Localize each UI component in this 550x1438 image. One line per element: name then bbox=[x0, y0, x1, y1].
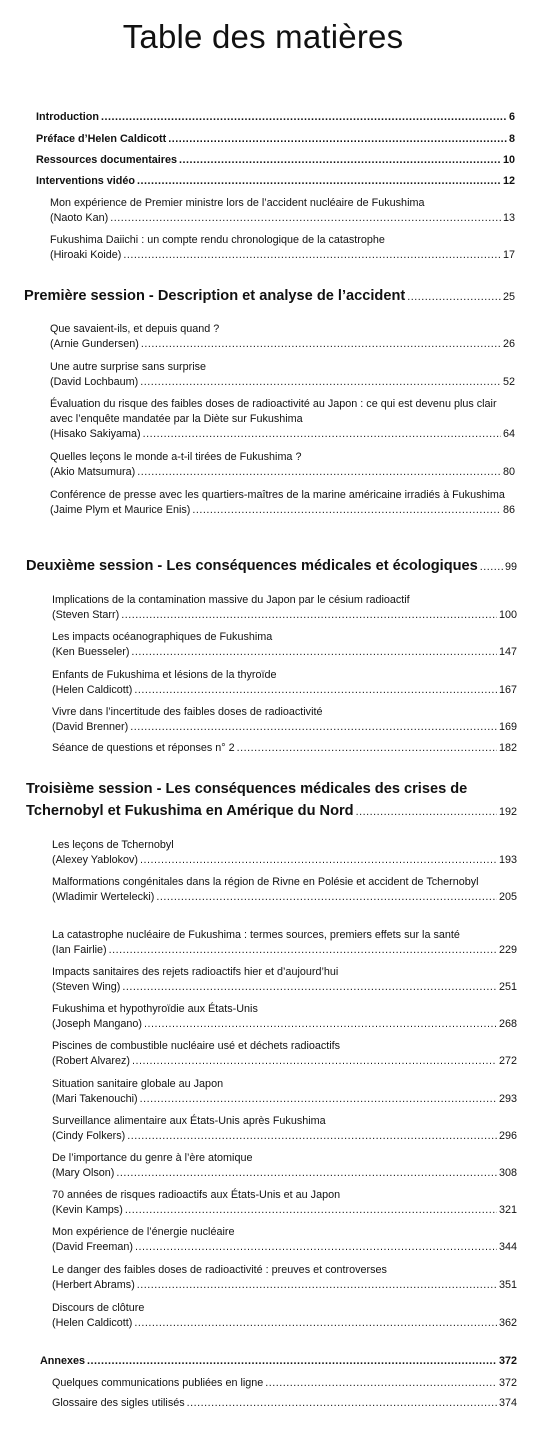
toc-item[interactable] bbox=[52, 593, 517, 623]
toc-item-title: Évaluation du risque des faibles doses de radioactivité au Japon : ce qui est devenu plus clair avec l’enquête mandatée par la Diète sur Fukushima bbox=[50, 398, 497, 425]
toc-page: 321 bbox=[498, 1204, 517, 1216]
toc-item-title: Enfants de Fukushima et lésions de la thyroïde bbox=[52, 669, 277, 681]
leader-dots bbox=[137, 465, 501, 480]
toc-page: 169 bbox=[498, 721, 517, 733]
toc-item[interactable] bbox=[52, 875, 517, 905]
toc-item-author: (Hiroaki Koide) bbox=[50, 249, 122, 261]
leader-dots bbox=[137, 1278, 497, 1293]
leader-dots bbox=[135, 1240, 497, 1255]
toc-item-title: La catastrophe nucléaire de Fukushima : termes sources, premiers effets sur la santé bbox=[52, 929, 460, 941]
toc-label: Ressources documentaires bbox=[36, 154, 178, 166]
toc-item[interactable] bbox=[52, 1225, 517, 1255]
toc-item-title: Surveillance alimentaire aux États-Unis après Fukushima bbox=[52, 1115, 326, 1127]
toc-page: 344 bbox=[498, 1241, 517, 1253]
toc-item-title: Implications de la contamination massive du Japon par le césium radioactif bbox=[52, 594, 410, 606]
leader-dots bbox=[110, 211, 501, 226]
toc-item-author: (Robert Alvarez) bbox=[52, 1055, 131, 1067]
toc-item-title: De l’importance du genre à l’ère atomique bbox=[52, 1152, 253, 1164]
toc-item-author: (Kevin Kamps) bbox=[52, 1204, 123, 1216]
toc-page: 12 bbox=[502, 175, 515, 187]
leader-dots bbox=[101, 110, 507, 125]
toc-item-title: 70 années de risques radioactifs aux États-Unis et au Japon bbox=[52, 1189, 341, 1201]
leader-dots bbox=[179, 153, 501, 168]
toc-item[interactable] bbox=[50, 322, 515, 352]
leader-dots bbox=[130, 720, 497, 735]
leader-dots bbox=[116, 1166, 497, 1181]
leader-dots bbox=[121, 608, 497, 623]
leader-dots bbox=[192, 503, 501, 518]
leader-dots bbox=[87, 1354, 497, 1369]
toc-item[interactable] bbox=[52, 1114, 517, 1144]
toc-item[interactable] bbox=[50, 196, 515, 226]
leader-dots bbox=[131, 645, 497, 660]
leader-dots bbox=[125, 1203, 497, 1218]
toc-item-title: Le danger des faibles doses de radioactivité : preuves et controverses bbox=[52, 1264, 387, 1276]
toc-item-author: (Wladimir Wertelecki) bbox=[52, 891, 155, 903]
toc-page: 100 bbox=[498, 609, 517, 621]
toc-item[interactable] bbox=[52, 1188, 517, 1218]
leader-dots bbox=[127, 1129, 497, 1144]
leader-dots bbox=[134, 683, 497, 698]
toc-page: 272 bbox=[498, 1055, 517, 1067]
toc-page: 167 bbox=[498, 684, 517, 696]
leader-dots bbox=[134, 1316, 497, 1331]
toc-item-title: Conférence de presse avec les quartiers-maîtres de la marine américaine irradiés à Fukushima bbox=[50, 489, 505, 501]
toc-item[interactable] bbox=[52, 1396, 517, 1411]
toc-label: Annexes bbox=[40, 1355, 86, 1367]
toc-item-title: Fukushima Daiichi : un compte rendu chronologique de la catastrophe bbox=[50, 234, 385, 246]
toc-item-author: (Herbert Abrams) bbox=[52, 1279, 135, 1291]
leader-dots bbox=[237, 741, 497, 756]
leader-dots bbox=[168, 132, 507, 147]
leader-dots bbox=[265, 1376, 497, 1391]
toc-item[interactable] bbox=[50, 450, 515, 480]
leader-dots bbox=[140, 375, 501, 390]
toc-item-title: Discours de clôture bbox=[52, 1302, 145, 1314]
toc-item[interactable] bbox=[52, 928, 517, 958]
leader-dots bbox=[132, 1054, 497, 1069]
session-label: Deuxième session - Les conséquences médicales et écologiques bbox=[26, 558, 478, 574]
toc-page: 296 bbox=[498, 1130, 517, 1142]
leader-dots bbox=[356, 800, 497, 823]
toc-item-title: Quelles leçons le monde a-t-il tirées de Fukushima ? bbox=[50, 451, 302, 463]
toc-page: 80 bbox=[502, 466, 515, 478]
toc-page: 182 bbox=[498, 742, 517, 754]
toc-entry-preface[interactable] bbox=[36, 132, 515, 147]
toc-page: 25 bbox=[502, 291, 515, 303]
toc-item-title: Piscines de combustible nucléaire usé et déchets radioactifs bbox=[52, 1040, 341, 1052]
leader-dots bbox=[123, 248, 501, 263]
toc-page: 351 bbox=[498, 1279, 517, 1291]
toc-item[interactable] bbox=[50, 360, 515, 390]
toc-item-author: (Cindy Folkers) bbox=[52, 1130, 126, 1142]
toc-item[interactable] bbox=[52, 668, 517, 698]
leader-dots bbox=[140, 1092, 497, 1107]
toc-page: 99 bbox=[504, 561, 517, 573]
leader-dots bbox=[109, 943, 497, 958]
toc-item-title: Quelques communications publiées en ligne bbox=[52, 1377, 264, 1389]
leader-dots bbox=[480, 555, 503, 578]
toc-item-qa[interactable] bbox=[52, 741, 517, 756]
session-label-line1: Troisième session - Les conséquences médicales des crises de bbox=[26, 781, 468, 797]
leader-dots bbox=[141, 337, 501, 352]
toc-page: 308 bbox=[498, 1167, 517, 1179]
leader-dots bbox=[156, 890, 497, 905]
toc-item-title: Glossaire des sigles utilisés bbox=[52, 1397, 185, 1409]
toc-label: Introduction bbox=[36, 111, 99, 123]
leader-dots bbox=[407, 285, 501, 308]
toc-item-title: Mon expérience de Premier ministre lors de l’accident nucléaire de Fukushima bbox=[50, 197, 425, 209]
toc-item[interactable] bbox=[52, 705, 517, 735]
session-heading-2[interactable] bbox=[26, 555, 517, 578]
toc-page: 372 bbox=[498, 1377, 517, 1389]
toc-item-title: Impacts sanitaires des rejets radioactifs hier et d’aujourd’hui bbox=[52, 966, 339, 978]
toc-entry-annexes[interactable] bbox=[40, 1354, 517, 1369]
toc-item-title: Que savaient-ils, et depuis quand ? bbox=[50, 323, 220, 335]
toc-page: 64 bbox=[502, 428, 515, 440]
toc-item[interactable] bbox=[52, 1039, 517, 1069]
session-label: Première session - Description et analyse de l’accident bbox=[24, 288, 406, 304]
toc-page: 372 bbox=[498, 1355, 517, 1367]
toc-entry-introduction[interactable] bbox=[36, 110, 515, 125]
toc-item-author: (Arnie Gundersen) bbox=[50, 338, 139, 350]
toc-page: 251 bbox=[498, 981, 517, 993]
toc-item-title: Séance de questions et réponses n° 2 bbox=[52, 742, 235, 754]
toc-item-title: Mon expérience de l’énergie nucléaire bbox=[52, 1226, 235, 1238]
toc-item[interactable] bbox=[52, 1301, 517, 1331]
toc-page: 10 bbox=[502, 154, 515, 166]
toc-item-title: Les impacts océanographiques de Fukushima bbox=[52, 631, 273, 643]
toc-page: 374 bbox=[498, 1397, 517, 1409]
toc-item-author: (David Lochbaum) bbox=[50, 376, 139, 388]
toc-item-title: Les leçons de Tchernobyl bbox=[52, 839, 174, 851]
toc-item-author: (Hisako Sakiyama) bbox=[50, 428, 141, 440]
toc-item[interactable] bbox=[52, 1151, 517, 1181]
leader-dots bbox=[137, 174, 501, 189]
toc-item[interactable] bbox=[52, 1263, 517, 1293]
toc-item-title: Vivre dans l’incertitude des faibles doses de radioactivité bbox=[52, 706, 323, 718]
leader-dots bbox=[144, 1017, 497, 1032]
leader-dots bbox=[187, 1396, 497, 1411]
toc-item[interactable] bbox=[52, 965, 517, 995]
toc-item[interactable] bbox=[52, 1376, 517, 1391]
toc-item[interactable] bbox=[50, 233, 515, 263]
toc-item-author: (David Freeman) bbox=[52, 1241, 133, 1253]
toc-item[interactable] bbox=[50, 488, 515, 518]
toc-page: 26 bbox=[502, 338, 515, 350]
toc-page: 8 bbox=[508, 133, 515, 145]
toc-entry-ressources[interactable] bbox=[36, 153, 515, 168]
page-title: Table des matières bbox=[122, 18, 404, 55]
toc-item[interactable] bbox=[52, 838, 517, 868]
toc-page: 192 bbox=[498, 806, 517, 818]
toc-page: 13 bbox=[502, 212, 515, 224]
toc-page: 293 bbox=[498, 1093, 517, 1105]
toc-page: 193 bbox=[498, 854, 517, 866]
toc-item-author: (Naoto Kan) bbox=[50, 212, 109, 224]
toc-item-author: (Helen Caldicott) bbox=[52, 1317, 133, 1329]
toc-page: 17 bbox=[502, 249, 515, 261]
toc-item-author: (Mari Takenouchi) bbox=[52, 1093, 138, 1105]
toc-page: 362 bbox=[498, 1317, 517, 1329]
toc-page: 268 bbox=[498, 1018, 517, 1030]
leader-dots bbox=[143, 427, 501, 442]
toc-page: 6 bbox=[508, 111, 515, 123]
session-heading-1[interactable] bbox=[24, 285, 515, 308]
toc-page: 229 bbox=[498, 944, 517, 956]
toc-label: Interventions vidéo bbox=[36, 175, 135, 187]
toc-item[interactable] bbox=[50, 397, 515, 442]
toc-item-author: (Steven Starr) bbox=[52, 609, 120, 621]
toc-item-author: (Alexey Yablokov) bbox=[52, 854, 139, 866]
toc-page: 52 bbox=[502, 376, 515, 388]
leader-dots bbox=[140, 853, 497, 868]
toc-item-author: (Steven Wing) bbox=[52, 981, 121, 993]
toc-label: Préface d’Helen Caldicott bbox=[36, 133, 167, 145]
leader-dots bbox=[122, 980, 497, 995]
toc-item-author: (Ian Fairlie) bbox=[52, 944, 107, 956]
toc-page: 147 bbox=[498, 646, 517, 658]
toc-page: 86 bbox=[502, 504, 515, 516]
toc-page: 205 bbox=[498, 891, 517, 903]
toc-entry-interventions[interactable] bbox=[36, 174, 515, 189]
toc-item-author: (Jaime Plym et Maurice Enis) bbox=[50, 504, 191, 516]
toc-item-author: (Joseph Mangano) bbox=[52, 1018, 143, 1030]
toc-item-author: (Akio Matsumura) bbox=[50, 466, 136, 478]
session-heading-3[interactable] bbox=[26, 778, 517, 823]
toc-item-title: Situation sanitaire globale au Japon bbox=[52, 1078, 224, 1090]
toc-item[interactable] bbox=[52, 630, 517, 660]
toc-item-author: (Ken Buesseler) bbox=[52, 646, 130, 658]
toc-item[interactable] bbox=[52, 1077, 517, 1107]
toc-item-author: (Helen Caldicott) bbox=[52, 684, 133, 696]
session-label-line2: Tchernobyl et Fukushima en Amérique du Nord bbox=[26, 803, 354, 819]
toc-item-author: (Mary Olson) bbox=[52, 1167, 115, 1179]
toc-item-title: Malformations congénitales dans la région de Rivne en Polésie et accident de Tchernobyl bbox=[52, 876, 479, 888]
toc-item[interactable] bbox=[52, 1002, 517, 1032]
toc-item-author: (David Brenner) bbox=[52, 721, 129, 733]
toc-item-title: Une autre surprise sans surprise bbox=[50, 361, 207, 373]
toc-item-title: Fukushima et hypothyroïdie aux États-Unis bbox=[52, 1003, 258, 1015]
